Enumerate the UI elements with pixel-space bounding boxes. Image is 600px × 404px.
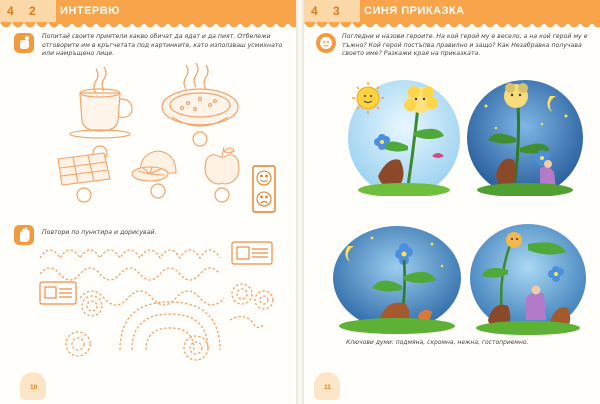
story-panel-1 xyxy=(348,76,460,196)
wave-trace-row xyxy=(40,268,220,280)
story-panel-4 xyxy=(468,224,588,336)
right-header-band xyxy=(304,0,600,24)
rainbow-trace xyxy=(120,302,220,350)
left-header-band xyxy=(0,0,296,24)
character-figure xyxy=(526,292,546,320)
smiley-key-box xyxy=(252,165,276,213)
flower-character-icon xyxy=(506,232,522,248)
answer-circle-apple xyxy=(215,188,229,202)
right-header-scallop xyxy=(304,22,600,30)
radio-box-left xyxy=(40,282,76,304)
left-task2-instruction: Повтори по пунктира и дорисувай. xyxy=(42,229,157,236)
left-page-title: ИНТЕРВЮ xyxy=(60,5,121,17)
right-keywords: Ключови думи: подмяна, скромна, нежна, гостоприемно. xyxy=(346,339,529,346)
lemon-icon xyxy=(132,151,176,181)
left-header-scallop xyxy=(0,22,296,30)
story-panel-2 xyxy=(466,76,584,196)
left-page-number: 10 xyxy=(30,384,38,391)
answer-circle-soup xyxy=(193,132,207,146)
left-section-number-b: 2 xyxy=(29,4,36,18)
apple-icon xyxy=(205,147,239,184)
talk-hand-icon xyxy=(14,33,34,53)
book-gutter xyxy=(296,0,304,404)
answer-circle-chocolate xyxy=(77,188,91,202)
right-page-number: 11 xyxy=(324,384,331,391)
left-task1-instruction: Попитай своите приятели какво обичат да ядат и да пият. Отбележи отговорите им в кръгчетата под картинките, като използваш усмихнато или намръщено лице. xyxy=(42,33,283,57)
arch-trace-row xyxy=(40,250,220,258)
soup-bowl-icon xyxy=(162,63,238,126)
story-panel-3 xyxy=(332,226,462,336)
right-section-number-b: 3 xyxy=(333,4,340,18)
left-page xyxy=(0,0,296,404)
tea-cup-icon xyxy=(70,67,132,138)
right-task-instruction: Погледни и назови героите. На кой герой му е весело, а на кой герой му е тъжно? Кой герой постъпва правилно и защо? Как Незабравка получава своето име? Разкажи края на приказката. xyxy=(342,33,588,57)
left-section-number-a: 4 xyxy=(7,4,14,18)
right-page-title: СИНЯ ПРИКАЗКА xyxy=(364,5,465,17)
flower-character-icon xyxy=(504,83,528,108)
speech-icon xyxy=(316,33,336,53)
right-page xyxy=(304,0,600,404)
chocolate-bar-icon xyxy=(58,153,110,185)
radio-box-right xyxy=(232,242,272,264)
tracing-patterns xyxy=(0,240,296,370)
answer-circle-lemon xyxy=(151,184,165,198)
right-section-number-a: 4 xyxy=(311,4,318,18)
